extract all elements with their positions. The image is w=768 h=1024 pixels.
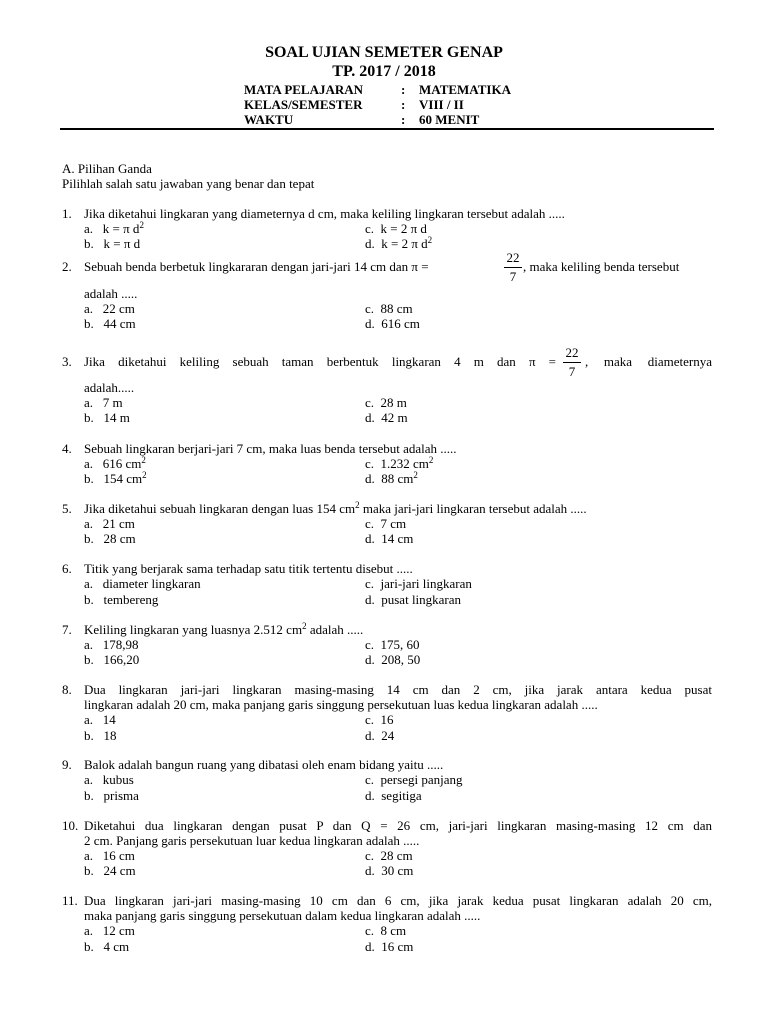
option-letter: c. — [365, 712, 375, 727]
question-text-continued: , maka diameternya — [585, 354, 712, 369]
question-text-part: Jika diketahui sebuah lingkaran dengan luas 154 cm — [84, 501, 356, 516]
option-letter: a. — [84, 516, 94, 531]
meta-label-subject: MATA PELAJARAN — [244, 82, 364, 97]
superscript: 2 — [428, 455, 434, 465]
option-b — [84, 531, 136, 547]
option-text: diameter lingkaran — [102, 576, 201, 591]
option-text: k = π d — [103, 236, 141, 251]
option-text: 1.232 cm — [380, 456, 429, 471]
fraction-numerator: 22 — [506, 250, 520, 265]
option-text: k = 2 π d — [381, 236, 428, 251]
meta-value-time: 60 MENIT — [419, 112, 480, 127]
question-number: 6. — [62, 561, 72, 576]
option-a — [84, 576, 201, 592]
option-letter: b. — [84, 788, 94, 803]
option-c — [365, 576, 472, 592]
option-text: 7 cm — [380, 516, 407, 531]
question-number: 3. — [62, 354, 72, 369]
meta-sep: : — [401, 97, 406, 112]
option-letter: c. — [365, 848, 375, 863]
option-text: 154 cm — [103, 471, 143, 486]
option-text: 8 cm — [380, 923, 407, 938]
option-c — [365, 848, 413, 864]
question-text-part: maka jari-jari lingkaran tersebut adalah ..... — [359, 501, 587, 516]
option-letter: c. — [365, 221, 375, 236]
option-text: pusat lingkaran — [381, 592, 462, 607]
question-text: Dua lingkaran jari-jari lingkaran masing-masing 14 cm dan 2 cm, jika jarak antara kedua pusat — [84, 682, 712, 697]
option-letter: d. — [365, 236, 375, 251]
option-letter: b. — [84, 592, 94, 607]
option-letter: b. — [84, 652, 94, 667]
meta-sep: : — [401, 112, 406, 127]
option-letter: d. — [365, 531, 375, 546]
option-c — [365, 637, 420, 653]
question-text-part: adalah ..... — [306, 622, 364, 637]
question-text: Diketahui dua lingkaran dengan pusat P dan Q = 26 cm, jari-jari lingkaran masing-masing 12 cm dan — [84, 818, 712, 833]
option-text: 7 m — [102, 395, 123, 410]
option-letter: b. — [84, 863, 94, 878]
question-text-line: adalah ..... — [84, 286, 138, 301]
option-letter: a. — [84, 301, 94, 316]
option-letter: d. — [365, 939, 375, 954]
option-text: 208, 50 — [381, 652, 421, 667]
option-letter: c. — [365, 456, 375, 471]
option-d — [365, 939, 413, 955]
section-instruction: Pilihlah salah satu jawaban yang benar dan tepat — [62, 176, 315, 191]
option-letter: b. — [84, 531, 94, 546]
question-text-part: Keliling lingkaran yang luasnya 2.512 cm — [84, 622, 303, 637]
option-text: 616 cm — [102, 456, 142, 471]
option-text: 24 — [381, 728, 395, 743]
meta-value-class: VIII / II — [419, 97, 464, 112]
question-text: Sebuah lingkaran berjari-jari 7 cm, maka luas benda tersebut adalah ..... — [84, 441, 457, 456]
option-text: 16 — [380, 712, 394, 727]
option-d — [365, 471, 418, 487]
option-text: 14 cm — [381, 531, 414, 546]
option-letter: d. — [365, 316, 375, 331]
question-text: Dua lingkaran jari-jari masing-masing 10 cm dan 6 cm, jika jarak kedua pusat lingkaran adalah 20 cm, — [84, 893, 712, 908]
option-c — [365, 395, 407, 411]
option-letter: d. — [365, 471, 375, 486]
option-letter: c. — [365, 772, 375, 787]
option-text: 24 cm — [103, 863, 136, 878]
option-letter: b. — [84, 471, 94, 486]
option-letter: c. — [365, 516, 375, 531]
meta-sep: : — [401, 82, 406, 97]
option-b — [84, 592, 158, 608]
option-b — [84, 316, 136, 332]
question-text-line: lingkaran adalah 20 cm, maka panjang garis singgung persekutuan luas kedua lingkaran adalah ..... — [84, 697, 598, 712]
option-text: 18 — [103, 728, 117, 743]
question-text-line: maka panjang garis singgung persekutuan dalam kedua lingkaran adalah ..... — [84, 908, 481, 923]
option-c — [365, 772, 462, 788]
superscript: 2 — [141, 455, 146, 465]
section-heading: A. Pilihan Ganda — [62, 161, 152, 176]
option-d — [365, 592, 461, 608]
question-number: 5. — [62, 501, 72, 516]
option-d — [365, 236, 432, 252]
question-text — [84, 501, 587, 517]
option-text: 178,98 — [102, 637, 139, 652]
question-text-line: 2 cm. Panjang garis persekutuan luar kedua lingkaran adalah ..... — [84, 833, 420, 848]
option-text: 21 cm — [102, 516, 135, 531]
question-number: 4. — [62, 441, 72, 456]
fraction-denominator: 7 — [568, 364, 576, 379]
fraction — [563, 345, 581, 379]
option-text: prisma — [103, 788, 139, 803]
option-letter: c. — [365, 576, 375, 591]
option-b — [84, 471, 147, 487]
option-letter: a. — [84, 456, 94, 471]
option-a — [84, 923, 135, 939]
option-letter: a. — [84, 221, 94, 236]
option-d — [365, 788, 422, 804]
question-text: Balok adalah bangun ruang yang dibatasi oleh enam bidang yaitu ..... — [84, 757, 444, 772]
fraction — [504, 250, 522, 284]
meta-label-time: WAKTU — [244, 112, 294, 127]
option-text: 166,20 — [103, 652, 140, 667]
option-text: 16 cm — [381, 939, 414, 954]
option-text: segitiga — [381, 788, 422, 803]
option-letter: a. — [84, 848, 94, 863]
question-number: 11. — [62, 893, 78, 908]
option-letter: b. — [84, 728, 94, 743]
option-text: 88 cm — [381, 471, 414, 486]
option-d — [365, 531, 413, 547]
option-a — [84, 772, 134, 788]
question-text — [84, 622, 363, 638]
option-letter: a. — [84, 923, 94, 938]
option-letter: b. — [84, 410, 94, 425]
option-d — [365, 652, 420, 668]
fraction-numerator: 22 — [565, 345, 579, 360]
question-number: 8. — [62, 682, 72, 697]
option-c — [365, 516, 406, 532]
option-letter: d. — [365, 592, 375, 607]
option-text: 42 m — [381, 410, 408, 425]
superscript: 2 — [427, 235, 433, 245]
option-text: 175, 60 — [380, 637, 420, 652]
option-a — [84, 712, 116, 728]
question-text-line: adalah..... — [84, 380, 135, 395]
option-a — [84, 637, 139, 653]
superscript: 2 — [355, 500, 360, 510]
option-text: 12 cm — [102, 923, 135, 938]
option-letter: d. — [365, 863, 375, 878]
option-letter: a. — [84, 712, 94, 727]
header-divider — [60, 128, 714, 130]
meta-label-class: KELAS/SEMESTER — [244, 97, 363, 112]
option-letter: a. — [84, 395, 94, 410]
option-text: jari-jari lingkaran — [380, 576, 472, 591]
meta-value-subject: MATEMATIKA — [419, 82, 511, 97]
question-text: Titik yang berjarak sama terhadap satu titik tertentu disebut ..... — [84, 561, 413, 576]
option-c — [365, 923, 406, 939]
option-letter: d. — [365, 410, 375, 425]
question-text: Jika diketahui keliling sebuah taman berbentuk lingkaran 4 m dan π = — [84, 354, 556, 369]
option-text: 16 cm — [102, 848, 135, 863]
option-text: 14 — [102, 712, 116, 727]
option-text: 28 cm — [103, 531, 136, 546]
option-text: kubus — [102, 772, 134, 787]
option-d — [365, 728, 394, 744]
option-text: 44 cm — [103, 316, 136, 331]
option-b — [84, 788, 139, 804]
option-b — [84, 652, 139, 668]
question-number: 2. — [62, 259, 72, 274]
option-d — [365, 410, 408, 426]
option-b — [84, 939, 129, 955]
option-text: k = 2 π d — [380, 221, 427, 236]
school-year: TP. 2017 / 2018 — [332, 63, 436, 80]
option-letter: d. — [365, 652, 375, 667]
option-letter: b. — [84, 316, 94, 331]
option-text: tembereng — [103, 592, 159, 607]
option-b — [84, 410, 130, 426]
option-letter: c. — [365, 395, 375, 410]
option-letter: b. — [84, 939, 94, 954]
option-d — [365, 316, 420, 332]
option-text: persegi panjang — [380, 772, 463, 787]
question-text: Sebuah benda berbetuk lingkararan dengan jari-jari 14 cm dan π = — [84, 259, 429, 274]
exam-title: SOAL UJIAN SEMETER GENAP — [265, 44, 503, 61]
option-text: 616 cm — [381, 316, 420, 331]
superscript: 2 — [139, 220, 144, 230]
fraction-bar — [563, 362, 581, 363]
option-c — [365, 301, 413, 317]
fraction-denominator: 7 — [509, 269, 517, 284]
fraction-bar — [504, 267, 522, 268]
option-text: 28 cm — [380, 848, 413, 863]
option-text: 14 m — [103, 410, 130, 425]
option-letter: b. — [84, 236, 94, 251]
superscript: 2 — [302, 621, 307, 631]
question-text: Jika diketahui lingkaran yang diameternya d cm, maka keliling lingkaran tersebut adalah ..... — [84, 206, 565, 221]
option-letter: a. — [84, 772, 94, 787]
option-letter: d. — [365, 728, 375, 743]
option-b — [84, 236, 140, 252]
option-letter: c. — [365, 923, 375, 938]
option-a — [84, 456, 146, 472]
question-number: 1. — [62, 206, 72, 221]
option-text: k = π d — [102, 221, 140, 236]
option-text: 88 cm — [380, 301, 413, 316]
option-letter: a. — [84, 637, 94, 652]
option-text: 30 cm — [381, 863, 414, 878]
option-a — [84, 516, 135, 532]
option-b — [84, 863, 136, 879]
option-letter: c. — [365, 301, 375, 316]
option-c — [365, 221, 427, 237]
question-text-continued: , maka keliling benda tersebut — [523, 259, 680, 274]
question-number: 7. — [62, 622, 72, 637]
option-text: 28 m — [380, 395, 407, 410]
option-a — [84, 395, 123, 411]
option-c — [365, 712, 394, 728]
question-number: 10. — [62, 818, 79, 833]
option-letter: c. — [365, 637, 375, 652]
option-a — [84, 301, 135, 317]
option-b — [84, 728, 117, 744]
superscript: 2 — [413, 470, 418, 480]
question-number: 9. — [62, 757, 72, 772]
option-text: 4 cm — [103, 939, 130, 954]
superscript: 2 — [142, 470, 147, 480]
option-a — [84, 848, 135, 864]
option-letter: a. — [84, 576, 94, 591]
option-letter: d. — [365, 788, 375, 803]
option-a — [84, 221, 144, 237]
option-d — [365, 863, 413, 879]
option-c — [365, 456, 433, 472]
option-text: 22 cm — [102, 301, 135, 316]
